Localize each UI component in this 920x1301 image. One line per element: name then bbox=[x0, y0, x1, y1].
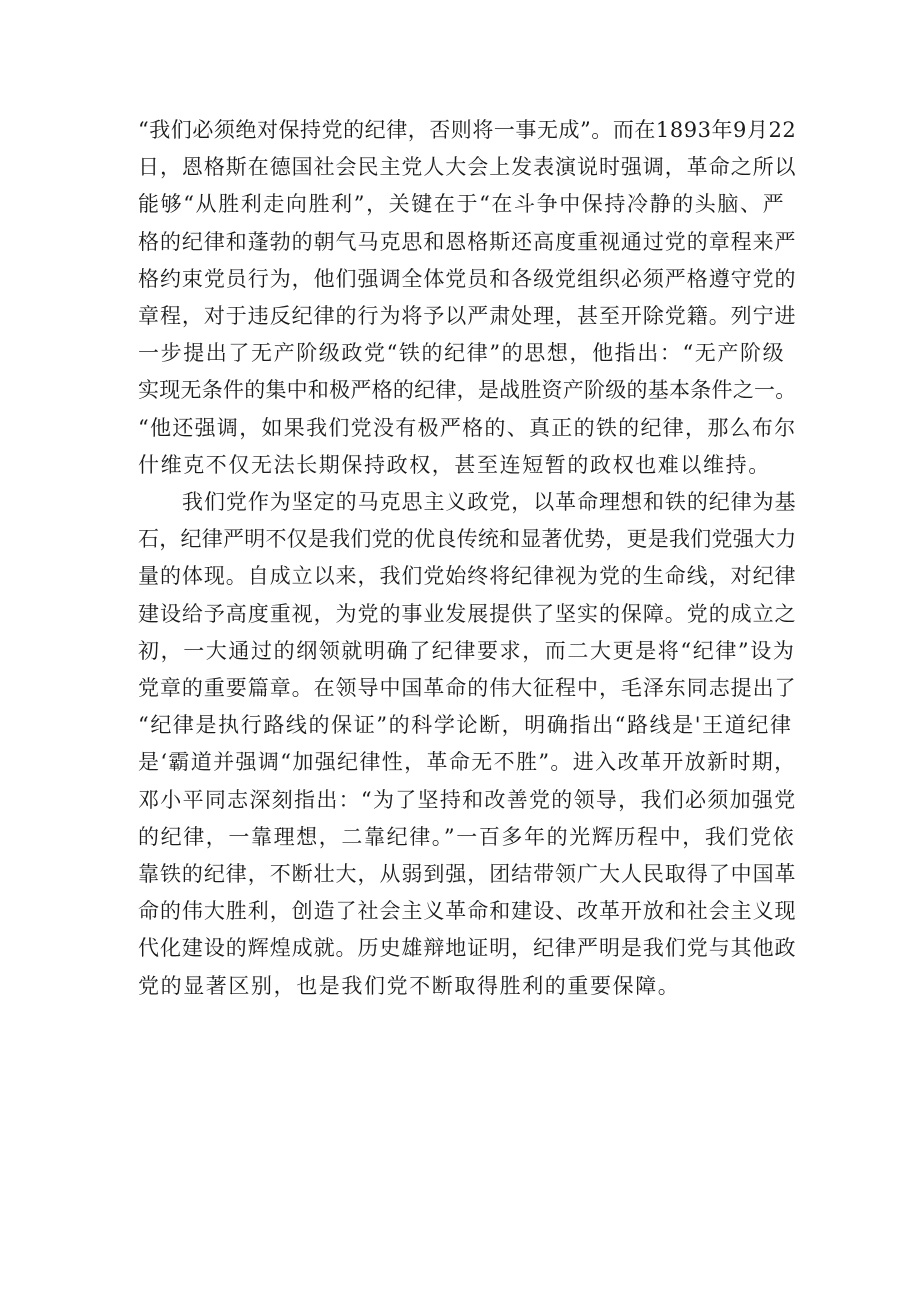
text-line: “他还强调，如果我们党没有极严格的、真正的铁的纪律，那么布尔 bbox=[138, 415, 797, 440]
text-line: 日，恩格斯在德国社会民主党人大会上发表演说时强调，革命之所以 bbox=[138, 155, 797, 180]
text-line: 能够“从胜利走向胜利”，关键在于“在斗争中保持冷静的头脑、严 bbox=[138, 192, 786, 217]
text-line: “我们必须绝对保持党的纪律，否则将一事无成”。而在1893年9月22 bbox=[138, 118, 797, 142]
text-line: 格的纪律和蓬勃的朝气马克思和恩格斯还高度重视通过党的章程来严 bbox=[138, 229, 797, 254]
paragraph-2 bbox=[138, 484, 798, 1005]
text-line: 党章的重要篇章。在领导中国革命的伟大征程中，毛泽东同志提出了 bbox=[138, 676, 797, 701]
text-line: 量的体现。自成立以来，我们党始终将纪律视为党的生命线，对纪律 bbox=[138, 564, 797, 589]
text-line: “纪律是执行路线的保证”的科学论断，明确指出“路线是'王道纪律 bbox=[138, 713, 793, 738]
text-line: 邓小平同志深刻指出：“为了坚持和改善党的领导，我们必须加强党 bbox=[138, 787, 797, 812]
text-line: 格约束党员行为，他们强调全体党员和各级党组织必须严格遵守党的 bbox=[138, 266, 797, 291]
text-line: 我们党作为坚定的马克思主义政党，以革命理想和铁的纪律为基 bbox=[182, 490, 797, 515]
text-line: 的纪律，一靠理想，二靠纪律。”一百多年的光辉历程中，我们党依 bbox=[138, 824, 796, 849]
text-line: 石，纪律严明不仅是我们党的优良传统和显著优势，更是我们党强大力 bbox=[138, 527, 797, 552]
text-line: 章程，对于违反纪律的行为将予以严肃处理，甚至开除党籍。列宁进 bbox=[138, 304, 797, 329]
text-line: 是‘霸道并强调“加强纪律性，革命无不胜”。进入改革开放新时期， bbox=[138, 750, 797, 775]
body-text bbox=[138, 112, 798, 1005]
paragraph-1 bbox=[138, 112, 798, 484]
text-line: 初，一大通过的纲领就明确了纪律要求，而二大更是将“纪律”设为 bbox=[138, 638, 796, 663]
text-line: 建设给予高度重视，为党的事业发展提供了坚实的保障。党的成立之 bbox=[138, 601, 797, 626]
text-line: 代化建设的辉煌成就。历史雄辩地证明，纪律严明是我们党与其他政 bbox=[138, 936, 797, 961]
text-line: 命的伟大胜利，创造了社会主义革命和建设、改革开放和社会主义现 bbox=[138, 899, 797, 924]
text-line: 实现无条件的集中和极严格的纪律，是战胜资产阶级的基本条件之一。 bbox=[138, 378, 797, 403]
text-line: 党的显著区别，也是我们党不断取得胜利的重要保障。 bbox=[138, 973, 681, 998]
text-line: 一步提出了无产阶级政党“铁的纪律”的思想，他指出：“无产阶级 bbox=[138, 341, 786, 366]
text-line: 什维克不仅无法长期保持政权，甚至连短暂的政权也难以维持。 bbox=[138, 452, 771, 477]
text-line: 靠铁的纪律，不断壮大，从弱到强，团结带领广大人民取得了中国革 bbox=[138, 862, 797, 887]
